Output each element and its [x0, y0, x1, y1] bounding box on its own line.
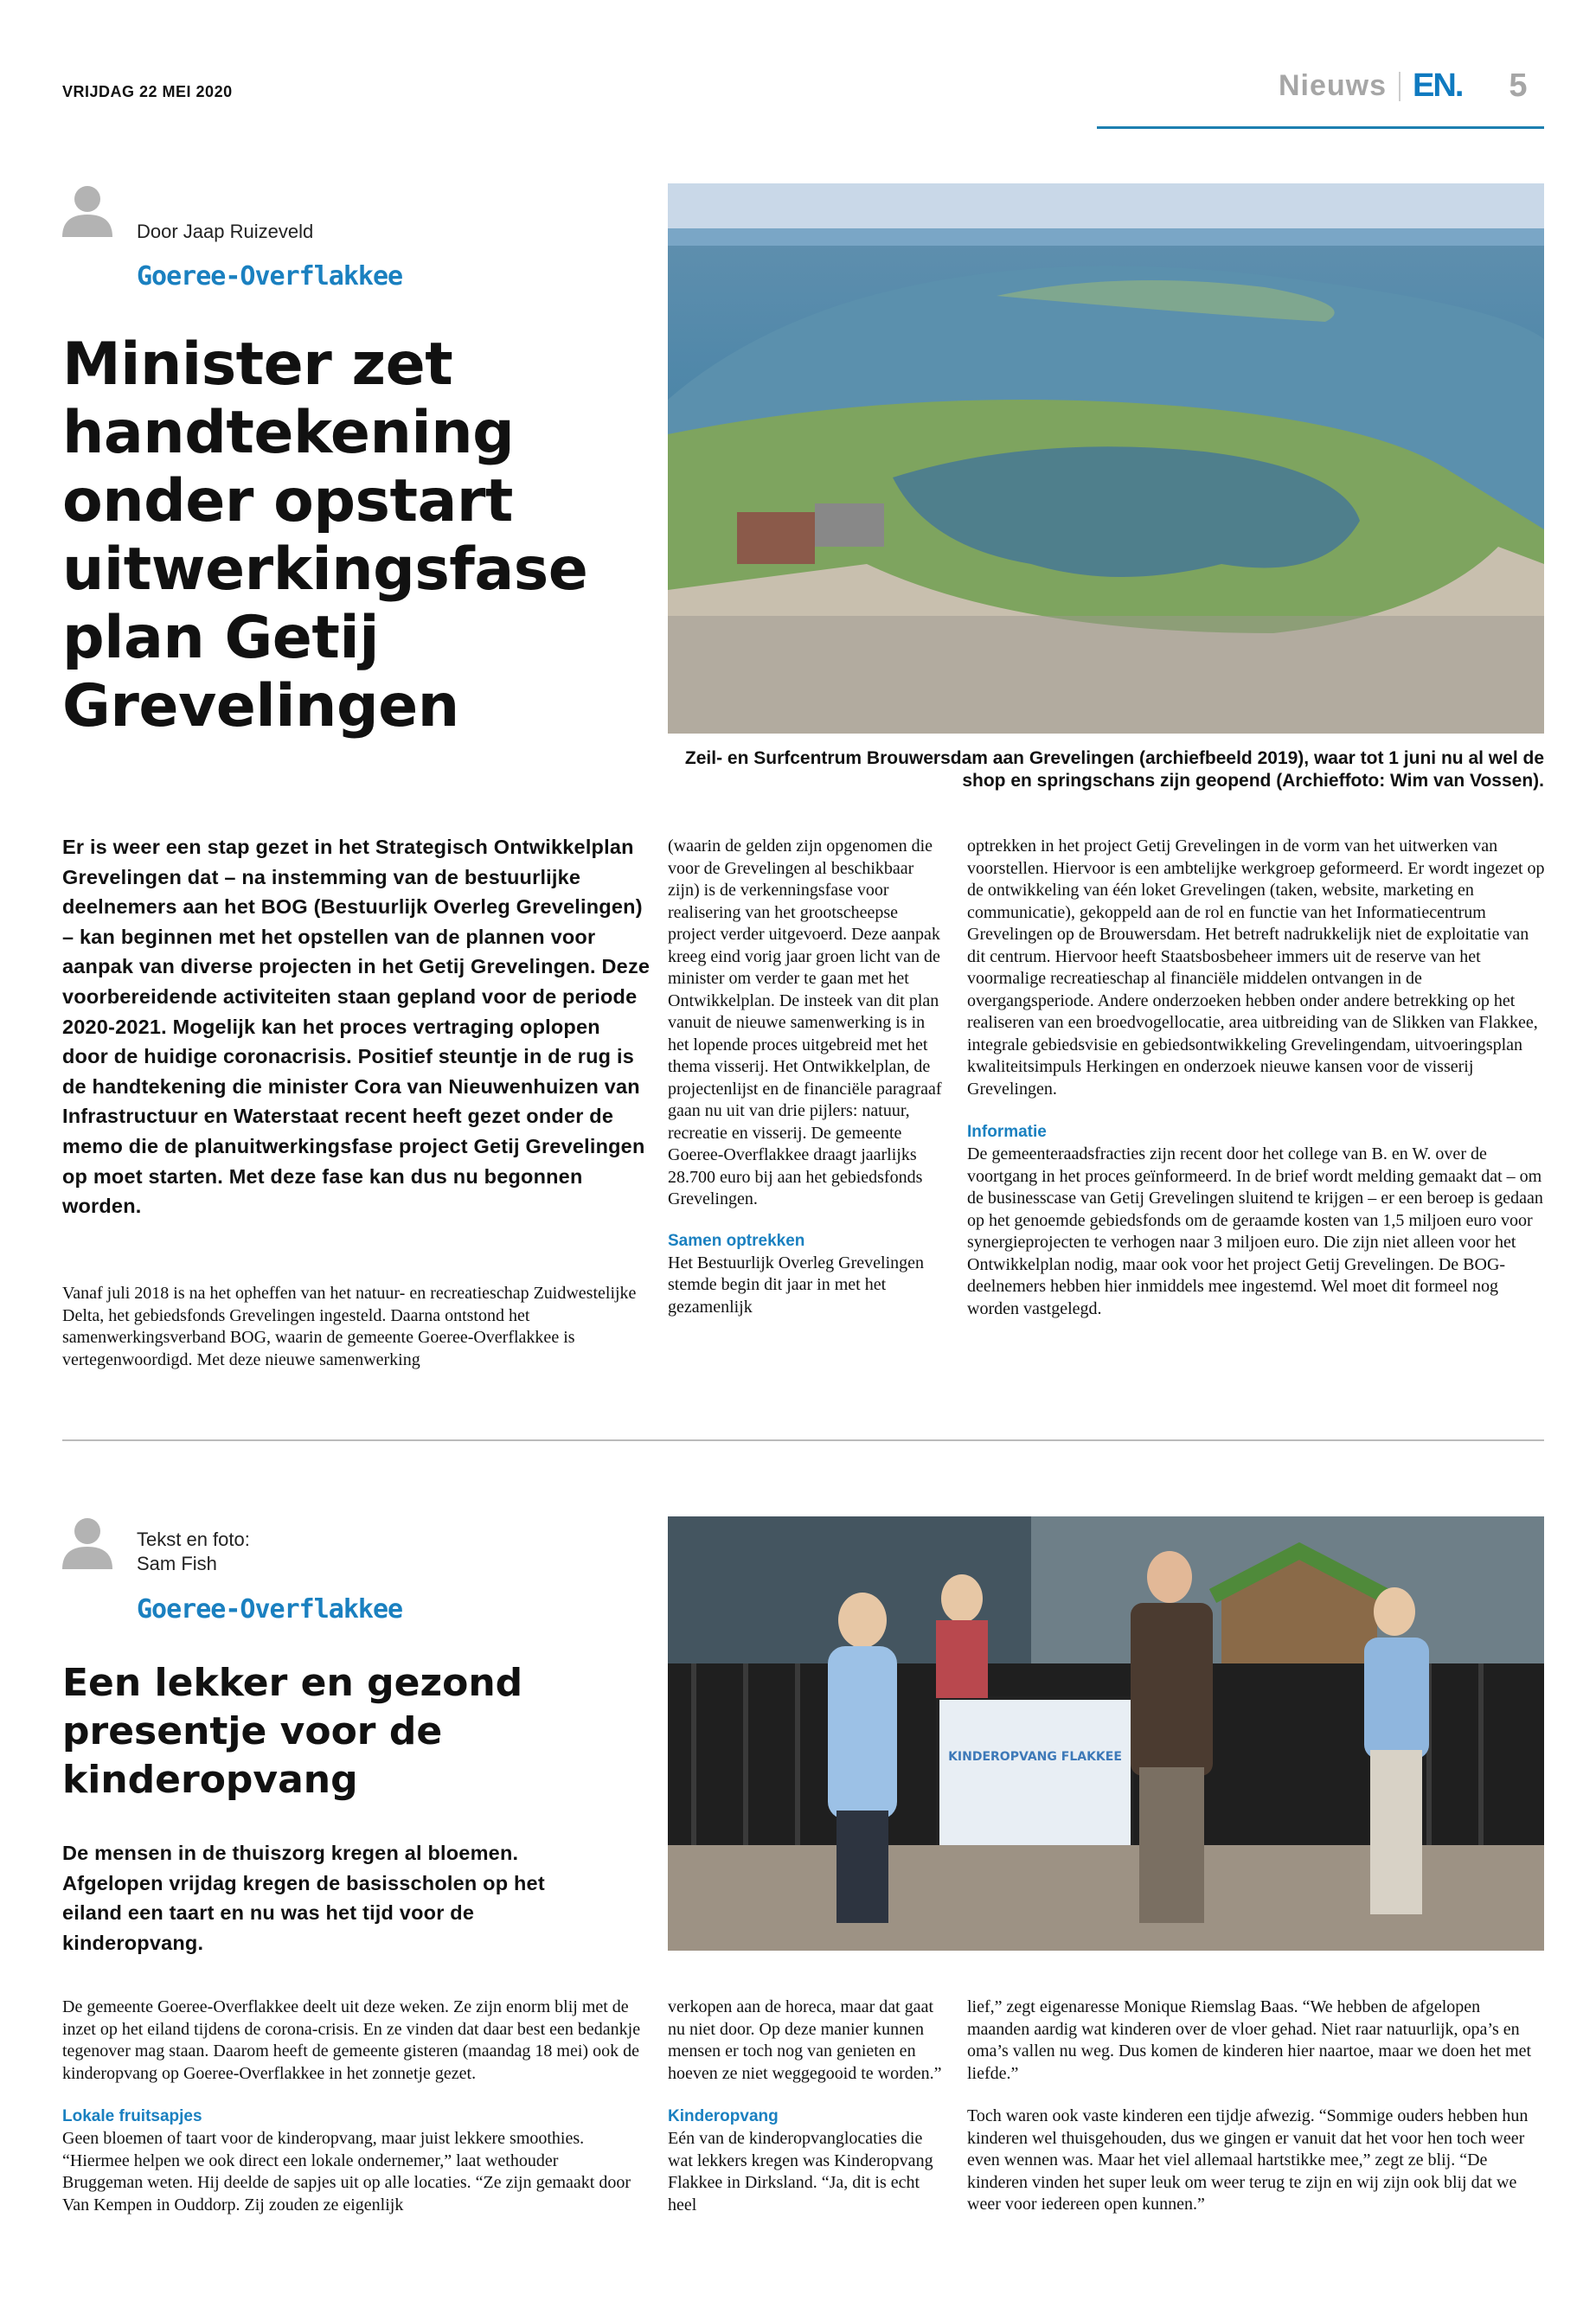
author-avatar-icon: [62, 183, 112, 237]
subheading: Informatie: [967, 1123, 1047, 1141]
sign-logo: KINDEROPVANG FLAKKEE: [948, 1750, 1122, 1764]
body-paragraph: verkopen aan de horeca, maar dat gaat nu niet door. Op deze manier kunnen mensen er toch nog van genieten en hoeven ze niet weggegooid te worden.”: [668, 1997, 942, 2083]
section-label: Nieuws: [1279, 69, 1388, 102]
body-paragraph: Vanaf juli 2018 is na het opheffen van het natuur- en recreatieschap Zuidwestelijke Delta, het gebiedsfonds Grevelingen ingesteld. Daarna ontstond het samenwerkingsverband BOG, waarin de gemeente Goeree-Overflakkee is vertegenwoordigd. Met deze nieuwe samenwerking: [62, 1284, 637, 1369]
byline: Door Jaap Ruizeveld: [137, 221, 314, 242]
category-label: Goeree-Overflakkee: [137, 261, 403, 292]
lead-paragraph: Er is weer een stap gezet in het Strategisch Ontwikkelplan Grevelingen dat – na instemming van de bestuurlijke deelnemers aan het BOG (Bestuurlijk Overleg Grevelingen) – kan beginnen met het opstellen van de plannen voor aanpak van diverse projecten in het Getij Grevelingen. Deze voorbereidende activiteiten staan gepland voor de periode 2020-2021. Mogelijk kan het proces vertraging oplopen door de huidige coronacrisis. Positief steuntje in de rug is de handtekening die minister Cora van Nieuwenhuizen van Infrastructuur en Waterstaat recent heeft gezet onder de memo die de planuitwerkingsfase project Getij Grevelingen op moet starten. Met deze fase kan dus nu begonnen worden.: [62, 836, 651, 1218]
photo-kinderopvang-flakkee: [668, 1516, 1544, 1951]
body-paragraph: Geen bloemen of taart voor de kinderopvang, maar juist lekkere smoothies. “Hiermee helpen we ook direct een lokale ondernemer,” laat wethouder Bruggeman weten. Hij deelde de sapjes uit op alle locaties. “Ze zijn gemaakt door Van Kempen in Ouddorp. Zij zouden ze eigenlijk: [62, 2129, 631, 2214]
article-column-2: [668, 836, 945, 1318]
category-label: Goeree-Overflakkee: [137, 1594, 403, 1625]
headline: Minister zet handtekening onder opstart uitwerkingsfase plan Getij Grevelingen: [62, 330, 588, 740]
article-column-1: [62, 1997, 642, 2216]
subheading: Lokale fruitsapjes: [62, 2107, 202, 2125]
body-paragraph: lief,” zegt eigenaresse Monique Riemslag Baas. “We hebben de afgelopen maanden aardig wat kinderen over de vloer gehad. Niet raar natuurlijk, opa’s en oma’s vallen nu weg. Dus komen de kinderen hier naartoe, maar we doen het met liefde.”: [967, 1997, 1532, 2083]
article-column-3: [967, 836, 1547, 1320]
author-avatar-icon: [62, 1516, 112, 1569]
body-paragraph: De gemeenteraadsfracties zijn recent door het college van B. en W. over de voortgang in het proces geïnformeerd. In de brief wordt melding gemaakt dat – om de businesscase van Getij Grevelingen sluitend te krijgen – er een beroep is gedaan op het genoemde gebiedsfonds om de geraamde kosten van 1,5 miljoen euro voor synergieprojecten te verhogen naar 3 miljoen euro. Die zijn niet alleen voor het Ontwikkelplan nodig, maar ook voor het project Getij Grevelingen. De BOG-deelnemers hebben hier inmiddels mee ingestemd. Wel moet dit formeel nog worden vastgelegd.: [967, 1144, 1543, 1318]
body-paragraph: optrekken in het project Getij Grevelingen in de vorm van het uitwerken van voorstellen. Hiervoor is een ambtelijke werkgroep geformeerd. Er wordt ingezet op de ontwikkeling van één loket Grevelingen (taken, website, marketing en communicatie), gekoppeld aan de rol en functie van het Informatiecentrum Grevelingen op de Brouwersdam. Het betreft nadrukkelijk niet de exploitatie van dit centrum. Hiervoor heeft Staatsbosbeheer immers uit de reserve van het voormalige recreatieschap al financiële middelen ontvangen in de overgangsperiode. Andere onderzoeken hebben onder andere betrekking op het realiseren van een broedvogellocatie, area uitbreiding van de Slikken van Flakkee, integrale gebiedsvisie en gebiedsontwikkeling Grevelingendam, uitvoeringsplan kwaliteitsimpuls Herkingen en onderzoek nieuwe kansen voor de visserij Grevelingen.: [967, 836, 1545, 1099]
article-column-3: [967, 1997, 1547, 2216]
body-paragraph: Het Bestuurlijk Overleg Grevelingen stemde begin dit jaar in met het gezamenlijk: [668, 1253, 925, 1317]
aerial-photo-brouwersdam: [668, 183, 1544, 734]
article-column-2: [668, 1997, 945, 2216]
subheading: Kinderopvang: [668, 2107, 779, 2125]
subheading: Samen optrekken: [668, 1231, 805, 1250]
body-paragraph: Toch waren ook vaste kinderen een tijdje afwezig. “Sommige ouders hebben hun kinderen wel thuisgehouden, dus we gingen er vanuit dat het voor hen toch weer even wennen was. Maar het viel allemaal hartstikke mee,” zegt ze blij. “De kinderen vinden het super leuk om weer terug te zijn en wij zijn ook blij dat we weer voor iedereen open kunnen.”: [967, 2106, 1529, 2214]
body-paragraph: Eén van de kinderopvanglocaties die wat lekkers kregen was Kinderopvang Flakkee in Dirksland. “Ja, dit is echt heel: [668, 2129, 933, 2214]
header-separator: [1399, 72, 1401, 101]
header-rule: [1097, 126, 1544, 129]
article-divider: [62, 1439, 1544, 1441]
issue-date: VRIJDAG 22 MEI 2020: [62, 83, 233, 100]
lead-paragraph: De mensen in de thuiszorg kregen al bloemen. Afgelopen vrijdag kregen de basisscholen op het eiland een taart en nu was het tijd voor de kinderopvang.: [62, 1842, 545, 1954]
body-paragraph: De gemeente Goeree-Overflakkee deelt uit deze weken. Ze zijn enorm blij met de inzet op het eiland tijdens de corona-crisis. En ze vinden dat daar best een bedankje tegenover mag staan. Daarom heeft de gemeente gisteren (maandag 18 mei) ook de kinderopvang op Goeree-Overflakkee in het zonnetje gezet.: [62, 1997, 641, 2083]
headline: Een lekker en gezond presentje voor de kinderopvang: [62, 1661, 523, 1802]
body-paragraph: (waarin de gelden zijn opgenomen die voor de Grevelingen al beschikbaar zijn) is de verkenningsfase voor realisering van het grootscheepse project verder uitgevoerd. Deze aanpak kreeg eind vorig jaar groen licht van de minister om verder te gaan met het Ontwikkelplan. De insteek van dit plan vanuit de nieuwe samenwerking is in het lopende proces uitgebreid met het thema visserij. Het Ontwikkelplan, de projectenlijst en de financiële paragraaf gaan nu uit van drie pijlers: natuur, recreatie en visserij. De gemeente Goeree-Overflakkee draagt jaarlijks 28.700 euro bij aan het gebiedsfonds Grevelingen.: [668, 836, 942, 1208]
newspaper-logo: EN.: [1413, 67, 1463, 104]
photo-caption: Zeil- en Surfcentrum Brouwersdam aan Grevelingen (archiefbeeld 2019), waar tot 1 juni nu al wel de shop en springschans zijn geopend (Archieffoto: Wim van Vossen).: [684, 748, 1544, 791]
byline: Tekst en foto: Sam Fish: [137, 1529, 250, 1574]
page-header: [1279, 67, 1528, 105]
page-number: 5: [1509, 67, 1528, 104]
